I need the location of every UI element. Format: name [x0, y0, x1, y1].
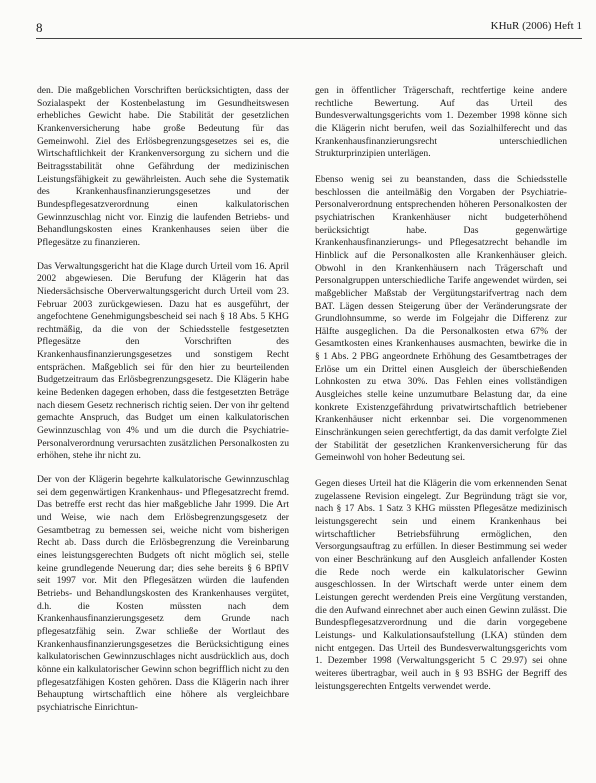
paragraph: den. Die maßgeblichen Vorschriften berücksichtigten, dass der Sozialaspekt der Kostenbelastung im Gesundheitswesen erhebliches Gewicht habe. Die Stabilität der gesetzlichen Krankenversicherung habe große Bedeutung für das Gemeinwohl. Ziel des Erlösbegrenzungsgesetzes sei es, die Wirtschaftlichkeit der Krankenversorgung zu sichern und die Beitragsstabilität ohne Gefährdung der medizinischen Leistungsfähigkeit zu gewährleisten. Auch sehe die Systematik des Krankenhausfinanzierungsgesetzes und der Bundespflegesatzverordnung einen kalkulatorischen Gewinnzuschlag nicht vor. Einzig die laufenden Betriebs- und Behandlungskosten eines Krankenhauses seien über die Pflegesätze zu finanzieren. — [37, 85, 289, 248]
paragraph: Ebenso wenig sei zu beanstanden, dass die Schiedsstelle beschlossen die anteilmäßig den Vorgaben der Psychiatrie-Personalverordnung entsprechenden höheren Personalkosten der psychiatrischen Krankenhäuser nicht budgeterhöhend berücksichtigt habe. Das gegenwärtige Krankenhausfinanzierungs- und Pflegesatzrecht behandle im Hinblick auf die Personalkosten alle Krankenhäuser gleich. Obwohl in den Krankenhäusern nach Trägerschaft und Personalgruppen unterschiedliche Tarife angewendet würden, sei maßgeblicher Maßstab der Vergütungstarifvertrag nach dem BAT. Lägen dessen Steigerung über der Veränderungsrate der Grundlohnsumme, so werde im Folgejahr die Differenz zur Hälfte ausgeglichen. Da die Personalkosten etwa 67% der Gesamtkosten eines Krankenhauses ausmachten, bewirke die in § 1 Abs. 2 PBG angeordnete Erhöhung des Gesamtbetrages der Erlöse um ein Drittel einen Ausgleich der überschießenden Lohnkosten zu etwa 30%. Das Fehlen eines vollständigen Ausgleiches stelle keine unzumutbare Belastung dar, da eine konkrete Existenzgefährdung privatwirtschaftlich betriebener Krankenhäuser nicht erkennbar sei. Die vorgenommenen Einschränkungen seien gerechtfertigt, da das damit verfolgte Ziel der Stabilität der gesetzlichen Krankenversicherung für das Gemeinwohl von hoher Bedeutung sei. — [315, 173, 567, 464]
left-column — [37, 85, 289, 781]
page-header — [36, 20, 582, 42]
paragraph: Der von der Klägerin begehrte kalkulatorische Gewinnzuschlag sei dem gegenwärtigen Krankenhaus- und Pflegesatzrecht fremd. Das betreffe erst recht das hier maßgebliche Jahr 1999. Die Art und Weise, wie nach dem Erlösbegrenzungsgesetz der Gesamtbetrag zu bemessen sei, weiche nicht vom bisherigen Recht ab. Dass durch die Erlösbegrenzung die Vereinbarung eines leistungsgerechten Budgets oft nicht möglich sei, stelle keine grundlegende Neuerung dar; dies sehe bereits § 6 BPflV seit 1997 vor. Mit den Pflegesätzen würden die laufenden Betriebs- und Behandlungskosten des Krankenhauses vergütet, d.h. die Kosten müssten nach dem Krankenhausfinanzierungsgesetz dem Grunde nach pflegesatzfähig sein. Zwar schließe der Wortlaut des Krankenhausfinanzierungsgesetzes die Berücksichtigung eines kalkulatorischen Gewinnzuschlages nicht ausdrücklich aus, doch könne ein kalkulatorischer Gewinn schon begrifflich nicht zu den pflegesatzfähigen Kosten gehören. Dass die Klägerin nach ihrer Behauptung wirtschaftlich eine höhere als vergleichbare psychiatrische Einrichtun- — [37, 474, 289, 713]
page-number: 8 — [36, 20, 43, 35]
paragraph: gen in öffentlicher Trägerschaft, rechtfertige keine andere rechtliche Bewertung. Auf das Urteil des Bundesverwaltungsgerichts vom 1. Dezember 1998 könne sich die Klägerin nicht berufen, weil das Sozialhilferecht und das Krankenhausfinanzierungsrecht unterschiedlichen Strukturprinzipien unterlägen. — [315, 85, 567, 160]
text-columns — [37, 85, 582, 781]
paragraph: Das Verwaltungsgericht hat die Klage durch Urteil vom 16. April 2002 abgewiesen. Die Berufung der Klägerin hat das Niedersächsische Oberverwaltungsgericht durch Urteil vom 23. Februar 2003 zurückgewiesen. Dazu hat es ausgeführt, der angefochtene Genehmigungsbescheid sei nach § 18 Abs. 5 KHG rechtmäßig, da die von der Schiedsstelle festgesetzten Pflegesätze den Vorschriften des Krankenhausfinanzierungsgesetzes und sonstigem Recht entsprächen. Maßgeblich sei für den hier zu beurteilenden Budgetzeitraum das Erlösbegrenzungsgesetz. Die Klägerin habe keine Bedenken dagegen erhoben, dass die festgesetzten Beträge nach diesem Gesetz rechnerisch richtig seien. Der von ihr geltend gemachte Anspruch, das Budget um einen kalkulatorischen Gewinnzuschlag von 4% und um die durch die Psychiatrie-Personalverordnung verursachten zusätzlichen Personalkosten zu erhöhen, stehe ihr nicht zu. — [37, 260, 289, 462]
journal-reference: KHuR (2006) Heft 1 — [490, 20, 582, 32]
right-column — [315, 85, 567, 781]
header-rule — [36, 38, 582, 39]
paragraph: Gegen dieses Urteil hat die Klägerin die vom erkennenden Senat zugelassene Revision eingelegt. Zur Begründung trägt sie vor, nach § 17 Abs. 1 Satz 3 KHG müssten Pflegesätze medizinisch leistungsgerecht sein und einem Krankenhaus bei wirtschaftlicher Betriebsführung ermöglichen, den Versorgungsauftrag zu erfüllen. In dieser Bestimmung sei weder von einer Beschränkung auf den Ausgleich anfallender Kosten die Rede noch werde ein kalkulatorischer Gewinn ausgeschlossen. In der Wirtschaft werde unter einem dem Leistungen gerecht werdenden Preis eine Vergütung verstanden, die den Aufwand einrechnet aber auch einen Gewinn zulässt. Die Bundespflegesatzverordnung und die darin vorgegebene Leistungs- und Kalkulationsaufstellung (LKA) stünden dem nicht entgegen. Das Urteil des Bundesverwaltungsgerichts vom 1. Dezember 1998 (Verwaltungsgericht 5 C 29.97) sei ohne weiteres übertragbar, weil auch in § 93 BSHG der Begriff des leistungsgerechten Entgelts verwendet werde. — [315, 478, 567, 692]
